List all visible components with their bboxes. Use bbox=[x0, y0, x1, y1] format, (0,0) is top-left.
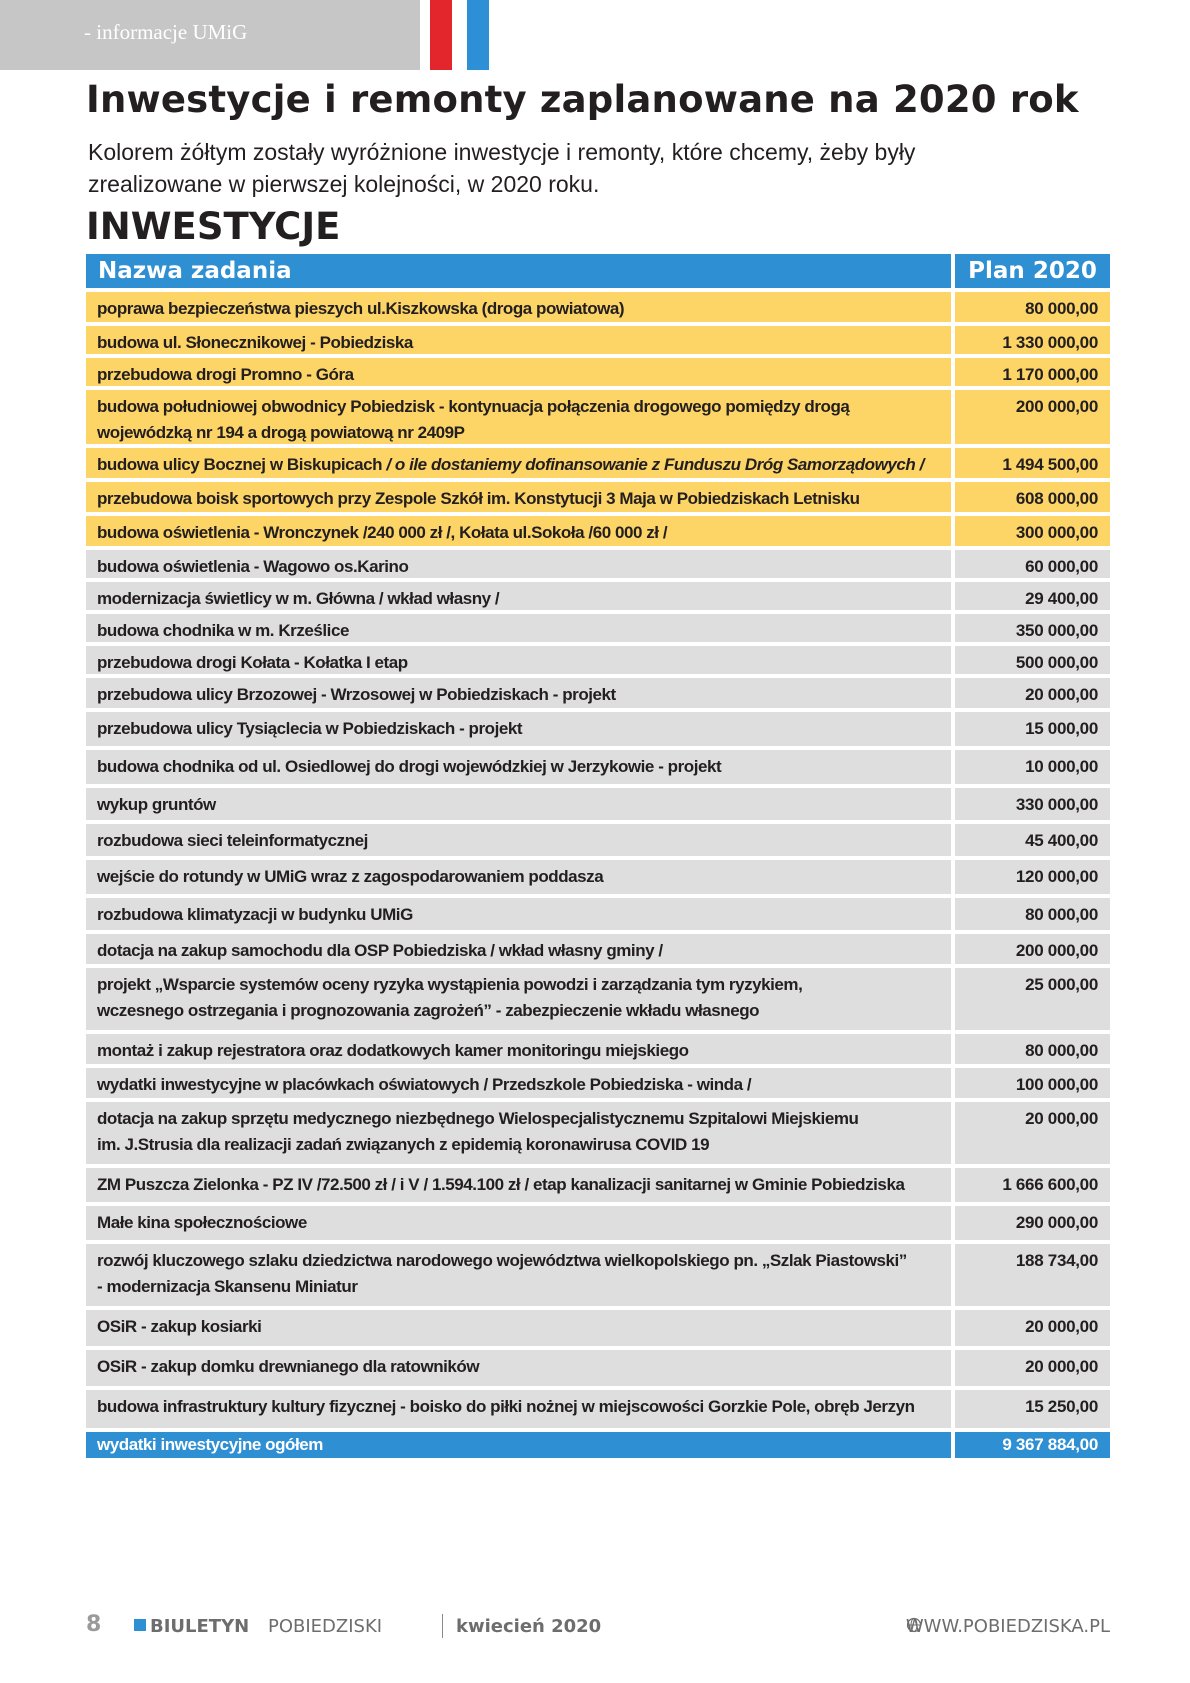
flag-stripe-red bbox=[430, 0, 452, 70]
table-row bbox=[86, 1350, 1110, 1386]
table-header bbox=[86, 254, 1110, 288]
task-name bbox=[86, 788, 951, 820]
task-name-line: im. J.Strusia dla realizacji zadań związanych z epidemią koronawirusa COVID 19 bbox=[97, 1135, 710, 1154]
task-name-line: - modernizacja Skansenu Miniatur bbox=[97, 1277, 358, 1296]
task-name-line: ZM Puszcza Zielonka - PZ IV /72.500 zł / i V / 1.594.100 zł / etap kanalizacji sanitarnej w Gminie Pobiedziska bbox=[97, 1175, 905, 1194]
task-amount: 80 000,00 bbox=[955, 1034, 1110, 1064]
task-name bbox=[86, 860, 951, 894]
table-row bbox=[86, 678, 1110, 708]
table-row bbox=[86, 1310, 1110, 1346]
task-name bbox=[86, 390, 951, 444]
task-amount: 200 000,00 bbox=[955, 390, 1110, 444]
task-name-line: budowa chodnika w m. Krześlice bbox=[97, 621, 349, 640]
table-row bbox=[86, 934, 1110, 964]
task-amount: 20 000,00 bbox=[955, 1310, 1110, 1346]
task-name-line: rozbudowa sieci teleinformatycznej bbox=[97, 831, 368, 850]
table-row bbox=[86, 448, 1110, 478]
table-row bbox=[86, 712, 1110, 746]
table-row bbox=[86, 968, 1110, 1030]
table-row bbox=[86, 1102, 1110, 1164]
website-link[interactable]: WWW.POBIEDZISKA.PL bbox=[905, 1616, 1110, 1637]
table-row bbox=[86, 1244, 1110, 1306]
table-row bbox=[86, 750, 1110, 784]
column-header-plan: Plan 2020 bbox=[955, 254, 1110, 288]
task-name bbox=[86, 646, 951, 674]
table-row bbox=[86, 482, 1110, 512]
task-name-line: budowa infrastruktury kultury fizycznej - boisko do piłki nożnej w miejscowości Gorzkie Pole, obręb Jerzyn bbox=[97, 1397, 915, 1416]
table-body bbox=[86, 292, 1110, 1428]
task-name-line: budowa oświetlenia - Wagowo os.Karino bbox=[97, 557, 409, 576]
task-amount: 608 000,00 bbox=[955, 482, 1110, 512]
footer-divider bbox=[442, 1614, 443, 1638]
task-amount: 25 000,00 bbox=[955, 968, 1110, 1030]
task-name-line: budowa chodnika od ul. Osiedlowej do drogi wojewódzkiej w Jerzykowie - projekt bbox=[97, 757, 722, 776]
table-row bbox=[86, 550, 1110, 578]
table-row bbox=[86, 326, 1110, 354]
task-name-line: OSiR - zakup kosiarki bbox=[97, 1317, 262, 1336]
table-row bbox=[86, 1168, 1110, 1202]
task-name bbox=[86, 1068, 951, 1098]
table-row bbox=[86, 788, 1110, 820]
task-name-line: wykup gruntów bbox=[97, 795, 216, 814]
task-amount: 1 666 600,00 bbox=[955, 1168, 1110, 1202]
bulletin-name: BIULETYN bbox=[150, 1616, 250, 1637]
task-amount: 15 250,00 bbox=[955, 1390, 1110, 1428]
subtitle bbox=[88, 136, 1088, 200]
task-amount: 100 000,00 bbox=[955, 1068, 1110, 1098]
task-amount: 10 000,00 bbox=[955, 750, 1110, 784]
task-amount: 15 000,00 bbox=[955, 712, 1110, 746]
task-name bbox=[86, 898, 951, 930]
task-name bbox=[86, 326, 951, 354]
task-name bbox=[86, 824, 951, 856]
footer bbox=[86, 1612, 1110, 1642]
task-name-line: przebudowa drogi Promno - Góra bbox=[97, 365, 354, 384]
task-amount: 20 000,00 bbox=[955, 1102, 1110, 1164]
column-header-name: Nazwa zadania bbox=[86, 254, 951, 288]
task-name bbox=[86, 750, 951, 784]
section-title: INWESTYCJE bbox=[86, 205, 341, 248]
task-name-line: modernizacja świetlicy w m. Główna / wkład własny / bbox=[97, 589, 500, 608]
table-row bbox=[86, 614, 1110, 642]
task-amount: 1 330 000,00 bbox=[955, 326, 1110, 354]
bulletin-square-icon bbox=[134, 1619, 146, 1631]
table-row bbox=[86, 1206, 1110, 1240]
task-name-line: przebudowa ulicy Brzozowej - Wrzosowej w Pobiedziskach - projekt bbox=[97, 685, 616, 704]
task-amount: 1 170 000,00 bbox=[955, 358, 1110, 386]
task-name-line: wejście do rotundy w UMiG wraz z zagospodarowaniem poddasza bbox=[97, 867, 604, 886]
subtitle-line: Kolorem żółtym zostały wyróżnione inwestycje i remonty, które chcemy, żeby były bbox=[88, 139, 916, 165]
task-name-line: wojewódzką nr 194 a drogą powiatową nr 2409P bbox=[97, 423, 465, 442]
task-name bbox=[86, 1206, 951, 1240]
task-amount: 20 000,00 bbox=[955, 1350, 1110, 1386]
task-name bbox=[86, 550, 951, 578]
task-amount: 20 000,00 bbox=[955, 678, 1110, 708]
task-amount: 350 000,00 bbox=[955, 614, 1110, 642]
task-name bbox=[86, 482, 951, 512]
task-name-line: montaż i zakup rejestratora oraz dodatkowych kamer monitoringu miejskiego bbox=[97, 1041, 689, 1060]
section-label: - informacje UMiG bbox=[84, 20, 248, 44]
table-row bbox=[86, 292, 1110, 322]
flag-stripe-blue bbox=[467, 0, 489, 70]
task-name bbox=[86, 358, 951, 386]
task-name bbox=[86, 934, 951, 964]
task-name bbox=[86, 582, 951, 610]
task-name-line: budowa oświetlenia - Wronczynek /240 000 zł /, Kołata ul.Sokoła /60 000 zł / bbox=[97, 523, 668, 542]
task-amount: 45 400,00 bbox=[955, 824, 1110, 856]
task-name bbox=[86, 516, 951, 546]
table-row bbox=[86, 1034, 1110, 1064]
task-name bbox=[86, 678, 951, 708]
issue-date: kwiecień 2020 bbox=[456, 1616, 602, 1637]
task-name bbox=[86, 1034, 951, 1064]
task-name bbox=[86, 1310, 951, 1346]
task-name-line: poprawa bezpieczeństwa pieszych ul.Kiszkowska (droga powiatowa) bbox=[97, 299, 625, 318]
task-name bbox=[86, 1390, 951, 1428]
task-amount: 330 000,00 bbox=[955, 788, 1110, 820]
task-note: / o ile dostaniemy dofinansowanie z Funduszu Dróg Samorządowych / bbox=[382, 455, 924, 474]
task-name-line: budowa ulicy Bocznej w Biskupicach bbox=[97, 455, 383, 474]
task-name-line: przebudowa ulicy Tysiąclecia w Pobiedziskach - projekt bbox=[97, 719, 523, 738]
task-name-line: rozbudowa klimatyzacji w budynku UMiG bbox=[97, 905, 413, 924]
task-amount: 300 000,00 bbox=[955, 516, 1110, 546]
task-name bbox=[86, 1102, 951, 1164]
table-row bbox=[86, 1068, 1110, 1098]
subtitle-line: zrealizowane w pierwszej kolejności, w 2020 roku. bbox=[88, 171, 600, 197]
task-name bbox=[86, 968, 951, 1030]
task-amount: 290 000,00 bbox=[955, 1206, 1110, 1240]
task-name bbox=[86, 1168, 951, 1202]
table-row bbox=[86, 358, 1110, 386]
task-name-line: dotacja na zakup samochodu dla OSP Pobiedziska / wkład własny gminy / bbox=[97, 941, 663, 960]
task-name-line: przebudowa boisk sportowych przy Zespole Szkół im. Konstytucji 3 Maja w Pobiedziskach Letnisku bbox=[97, 489, 860, 508]
task-name bbox=[86, 1244, 951, 1306]
table-row bbox=[86, 646, 1110, 674]
task-amount: 60 000,00 bbox=[955, 550, 1110, 578]
table-row bbox=[86, 860, 1110, 894]
table-row bbox=[86, 898, 1110, 930]
task-name-line: przebudowa drogi Kołata - Kołatka I etap bbox=[97, 653, 408, 672]
task-name-line: OSiR - zakup domku drewnianego dla ratowników bbox=[97, 1357, 480, 1376]
task-amount: 120 000,00 bbox=[955, 860, 1110, 894]
task-name bbox=[86, 448, 951, 478]
task-name bbox=[86, 292, 951, 322]
task-name-line: wczesnego ostrzegania i prognozowania zagrożeń” - zabezpieczenie wkładu własnego bbox=[97, 1001, 760, 1020]
task-name-line: wydatki inwestycyjne w placówkach oświatowych / Przedszkole Pobiedziska - winda / bbox=[97, 1075, 752, 1094]
task-name-line: budowa południowej obwodnicy Pobiedzisk - kontynuacja połączenia drogowego pomiędzy drogą bbox=[97, 397, 850, 416]
page-title: Inwestycje i remonty zaplanowane na 2020 rok bbox=[86, 78, 1079, 121]
task-amount: 188 734,00 bbox=[955, 1244, 1110, 1306]
task-name bbox=[86, 712, 951, 746]
task-amount: 80 000,00 bbox=[955, 292, 1110, 322]
page-number: 8 bbox=[86, 1612, 102, 1637]
task-name bbox=[86, 1350, 951, 1386]
task-name-line: Małe kina społecznościowe bbox=[97, 1213, 307, 1232]
top-bar bbox=[0, 0, 420, 70]
table-row bbox=[86, 1390, 1110, 1428]
task-name-line: budowa ul. Słonecznikowej - Pobiedziska bbox=[97, 333, 413, 352]
table-total-row bbox=[86, 1432, 1110, 1458]
investment-table bbox=[86, 254, 1110, 1462]
table-row bbox=[86, 390, 1110, 444]
task-amount: 200 000,00 bbox=[955, 934, 1110, 964]
bulletin-city: POBIEDZISKI bbox=[268, 1616, 383, 1637]
table-row bbox=[86, 824, 1110, 856]
table-row bbox=[86, 516, 1110, 546]
task-name-line: dotacja na zakup sprzętu medycznego niezbędnego Wielospecjalistycznemu Szpitalowi Miejskiemu bbox=[97, 1109, 859, 1128]
task-amount: 80 000,00 bbox=[955, 898, 1110, 930]
total-label: wydatki inwestycyjne ogółem bbox=[86, 1432, 951, 1458]
table-row bbox=[86, 582, 1110, 610]
task-amount: 1 494 500,00 bbox=[955, 448, 1110, 478]
task-amount: 29 400,00 bbox=[955, 582, 1110, 610]
total-amount: 9 367 884,00 bbox=[955, 1432, 1110, 1458]
task-name bbox=[86, 614, 951, 642]
task-name-line: projekt „Wsparcie systemów oceny ryzyka wystąpienia powodzi i zarządzania tym ryzykiem, bbox=[97, 975, 803, 994]
task-name-line: rozwój kluczowego szlaku dziedzictwa narodowego województwa wielkopolskiego pn. „Szlak Piastowski” bbox=[97, 1251, 907, 1270]
task-amount: 500 000,00 bbox=[955, 646, 1110, 674]
